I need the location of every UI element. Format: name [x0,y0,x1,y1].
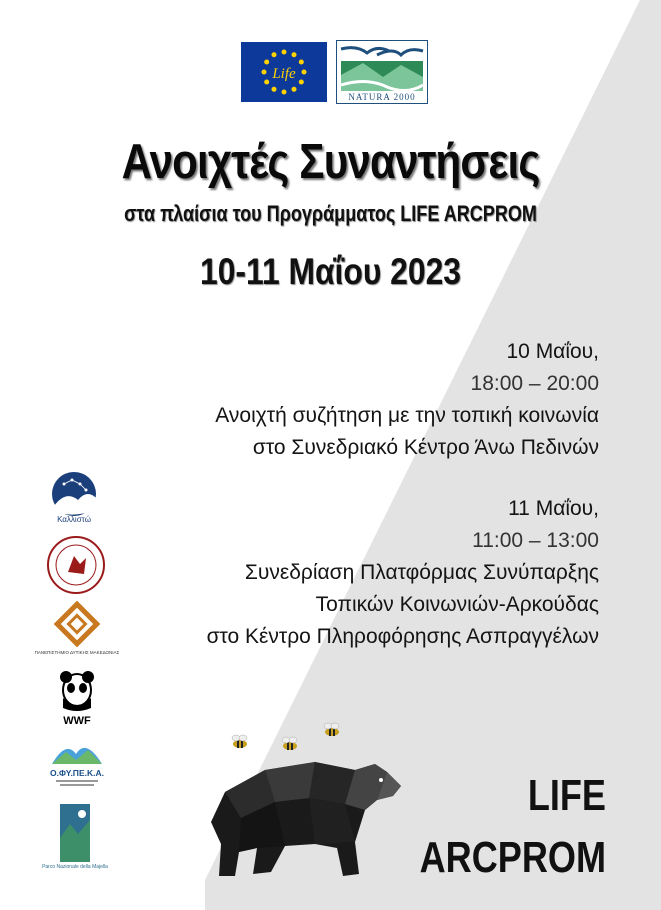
wwf-logo-text: WWF [63,715,91,727]
uowm-logo-text: ΠΑΝΕΠΙΣΤΗΜΙΟ ΔΥΤΙΚΗΣ ΜΑΚΕΔΟΝΙΑΣ [34,650,120,655]
page-title: Ανοιχτές Συναντήσεις [121,135,540,189]
bee-icon [282,737,297,750]
event-2-line-1: Συνεδρίαση Πλατφόρμας Συνύπαρξης [244,561,599,584]
life-logo-text: Life [272,66,296,82]
majella-logo-text: Parco Nazionale della Majella [42,864,108,870]
bear-illustration [205,752,405,882]
event-1-time: 18:00 – 20:00 [470,372,599,395]
bee-icon [232,735,247,748]
majella-park-logo [42,798,108,870]
brand-life: LIFE [527,771,606,820]
kallisto-logo [46,470,108,526]
eu-life-logo [241,42,327,102]
ofypeka-logo-text: Ο.ΦΥ.ΠΕ.Κ.Α. [50,768,104,778]
event-2 [207,493,599,653]
bee-icon [324,723,339,736]
brand-arcprom: ARCPROM [419,833,606,882]
event-1-line-1: Ανοιχτή συζήτηση με την τοπική κοινωνία [215,404,599,427]
event-1 [215,336,599,464]
event-2-time: 11:00 – 13:00 [472,529,599,552]
uowm-logo [34,602,120,662]
event-dates: 10-11 Μαΐου 2023 [200,251,461,292]
natura-logo-text: NATURA 2000 [348,92,416,102]
ofypeka-logo [46,734,108,790]
event-1-line-2: στο Συνεδριακό Κέντρο Άνω Πεδινών [252,436,599,459]
event-2-day: 11 Μαΐου, [508,497,599,520]
page-subtitle: στα πλαίσια του Προγράμματος LIFE ARCPROM [124,201,537,226]
event-2-line-2: Τοπικών Κοινωνιών-Αρκούδας [315,593,599,616]
event-1-day: 10 Μαΐου, [506,340,599,363]
wwf-logo [46,668,108,728]
natura-2000-logo [336,40,428,104]
kallisto-logo-text: Καλλιστώ [57,515,91,524]
uowm-seal-logo [46,534,108,596]
event-2-line-3: στο Κέντρο Πληροφόρησης Ασπραγγέλων [206,625,599,648]
